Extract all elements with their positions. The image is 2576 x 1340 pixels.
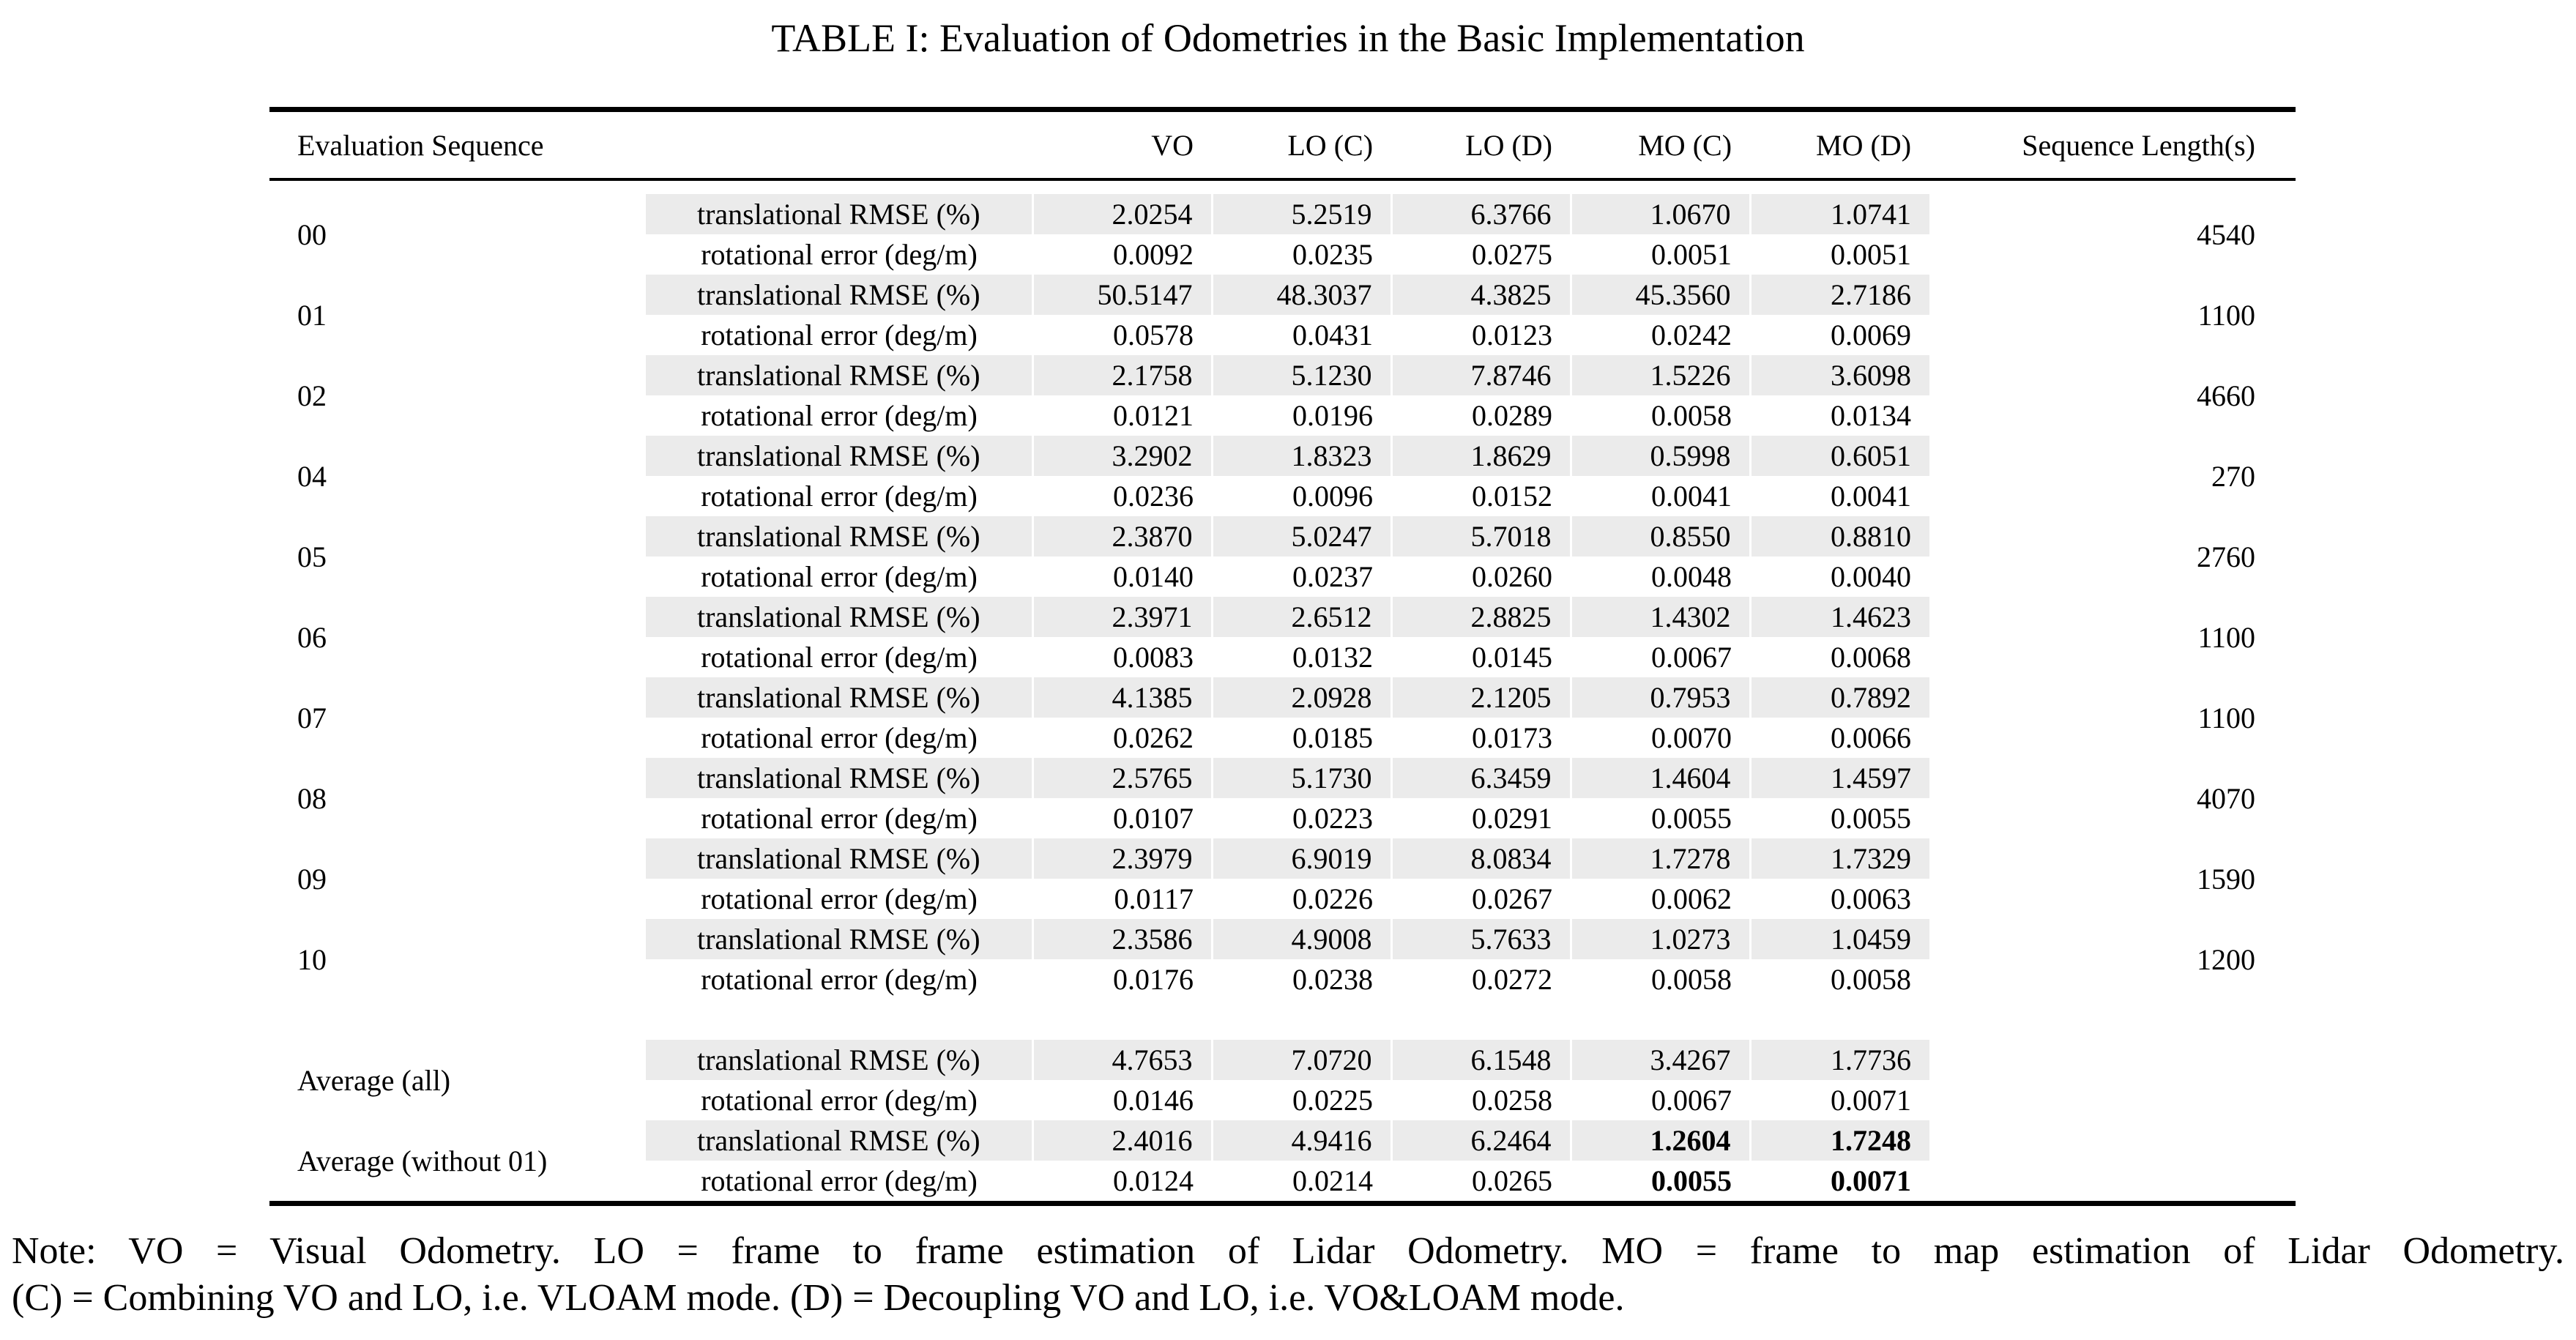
value-cell: 3.2902 [1032, 436, 1212, 476]
length-cell: 2760 [2197, 540, 2256, 573]
value-cell: 0.0146 [1113, 1084, 1194, 1117]
length-cell: 270 [2211, 459, 2256, 493]
row-translational [269, 275, 2296, 315]
row-translational [269, 677, 2296, 718]
value-cell: 7.8746 [1391, 355, 1571, 395]
table-header [269, 110, 2296, 180]
metric-label: rotational error (deg/m) [701, 802, 978, 835]
value-cell: 2.4016 [1032, 1120, 1212, 1161]
value-cell: 0.0238 [1292, 963, 1374, 996]
value-cell: 0.8810 [1750, 516, 1929, 557]
value-cell: 0.0124 [1113, 1164, 1194, 1197]
value-cell: 0.7953 [1571, 677, 1750, 718]
row-translational [269, 838, 2296, 879]
value-cell: 5.1230 [1212, 355, 1391, 395]
column-header-lo-c: LO (C) [1287, 128, 1374, 162]
metric-label: rotational error (deg/m) [701, 1084, 978, 1117]
column-header-lo-d: LO (D) [1465, 128, 1553, 162]
value-cell: 7.0720 [1212, 1040, 1391, 1080]
value-cell: 0.0055 [1831, 802, 1912, 835]
value-cell: 2.6512 [1212, 597, 1391, 637]
value-cell: 0.0070 [1651, 721, 1732, 754]
row-translational [269, 436, 2296, 476]
length-cell: 1200 [2197, 942, 2256, 976]
column-header-sequence-length: Sequence Length(s) [2022, 128, 2256, 162]
value-cell: 0.0140 [1113, 560, 1194, 593]
value-cell: 2.3586 [1032, 919, 1212, 959]
table-note-line2: (C) = Combining VO and LO, i.e. VLOAM mode. (D) = Decoupling VO and LO, i.e. VO&LOAM mode. [12, 1277, 1625, 1319]
value-cell: 0.0242 [1651, 319, 1732, 351]
value-cell: 0.0062 [1651, 882, 1732, 915]
value-cell: 0.0055 [1651, 1164, 1732, 1197]
row-translational [269, 516, 2296, 557]
value-cell: 3.6098 [1750, 355, 1929, 395]
metric-label: rotational error (deg/m) [701, 963, 978, 996]
value-cell: 0.0058 [1651, 963, 1732, 996]
value-cell: 1.8629 [1391, 436, 1571, 476]
value-cell: 0.0262 [1113, 721, 1194, 754]
value-cell: 1.8323 [1212, 436, 1391, 476]
length-cell: 1100 [2197, 298, 2256, 332]
value-cell: 1.0741 [1750, 194, 1929, 234]
metric-label: translational RMSE (%) [646, 275, 1032, 315]
value-cell: 0.0123 [1472, 319, 1553, 351]
value-cell: 1.0459 [1750, 919, 1929, 959]
metric-label: rotational error (deg/m) [701, 560, 978, 593]
value-cell: 5.7633 [1391, 919, 1571, 959]
value-cell: 0.0272 [1472, 963, 1553, 996]
value-cell: 0.0063 [1831, 882, 1912, 915]
value-cell: 0.0041 [1651, 480, 1732, 513]
row-translational [269, 919, 2296, 959]
value-cell: 6.9019 [1212, 838, 1391, 879]
value-cell: 3.4267 [1571, 1040, 1750, 1080]
value-cell: 0.0237 [1292, 560, 1374, 593]
value-cell: 4.9008 [1212, 919, 1391, 959]
value-cell: 0.0132 [1292, 641, 1374, 674]
sequence-cell: 09 [297, 862, 327, 896]
value-cell: 0.0096 [1292, 480, 1374, 513]
value-cell: 1.7329 [1750, 838, 1929, 879]
metric-label: rotational error (deg/m) [701, 721, 978, 754]
value-cell: 0.0068 [1831, 641, 1912, 674]
value-cell: 0.0196 [1292, 399, 1374, 432]
value-cell: 0.0289 [1472, 399, 1553, 432]
value-cell: 1.4604 [1571, 758, 1750, 798]
length-cell: 4070 [2197, 781, 2256, 815]
value-cell: 0.0431 [1292, 319, 1374, 351]
value-cell: 5.7018 [1391, 516, 1571, 557]
value-cell: 5.2519 [1212, 194, 1391, 234]
row-translational [269, 194, 2296, 234]
value-cell: 2.0254 [1032, 194, 1212, 234]
value-cell: 5.0247 [1212, 516, 1391, 557]
value-cell: 4.3825 [1391, 275, 1571, 315]
value-cell: 0.0145 [1472, 641, 1553, 674]
value-cell: 0.0051 [1651, 238, 1732, 271]
metric-label: rotational error (deg/m) [701, 1164, 978, 1197]
value-cell: 0.6051 [1750, 436, 1929, 476]
length-cell: 4660 [2197, 379, 2256, 412]
value-cell: 1.7278 [1571, 838, 1750, 879]
value-cell: 4.1385 [1032, 677, 1212, 718]
value-cell: 2.1758 [1032, 355, 1212, 395]
value-cell: 0.0071 [1831, 1084, 1912, 1117]
length-cell [1929, 1040, 2296, 1120]
value-cell: 0.0176 [1113, 963, 1194, 996]
table-title: TABLE I: Evaluation of Odometries in the Basic Implementation [771, 16, 1805, 60]
sequence-cell: 04 [297, 459, 327, 493]
value-cell: 0.8550 [1571, 516, 1750, 557]
average-spacer-row-cell [269, 1000, 2296, 1040]
sequence-cell: 02 [297, 379, 327, 412]
header-gap-row [269, 179, 2296, 194]
value-cell: 0.0173 [1472, 721, 1553, 754]
value-cell: 2.8825 [1391, 597, 1571, 637]
value-cell: 8.0834 [1391, 838, 1571, 879]
column-header-evaluation-sequence: Evaluation Sequence [297, 128, 544, 162]
value-cell: 4.9416 [1212, 1120, 1391, 1161]
row-translational [269, 1120, 2296, 1161]
value-cell: 0.0040 [1831, 560, 1912, 593]
value-cell: 0.0225 [1292, 1084, 1374, 1117]
table-note [12, 1228, 2564, 1322]
value-cell: 0.0066 [1831, 721, 1912, 754]
value-cell: 0.0051 [1831, 238, 1912, 271]
metric-label: rotational error (deg/m) [701, 238, 978, 271]
length-cell [1929, 1120, 2296, 1204]
value-cell: 0.0236 [1113, 480, 1194, 513]
value-cell: 1.2604 [1571, 1120, 1750, 1161]
value-cell: 0.0067 [1651, 1084, 1732, 1117]
metric-label: rotational error (deg/m) [701, 480, 978, 513]
header-row [269, 110, 2296, 180]
value-cell: 0.0578 [1113, 319, 1194, 351]
value-cell: 1.7736 [1750, 1040, 1929, 1080]
value-cell: 0.0048 [1651, 560, 1732, 593]
value-cell: 1.5226 [1571, 355, 1750, 395]
value-cell: 1.0670 [1571, 194, 1750, 234]
value-cell: 2.1205 [1391, 677, 1571, 718]
value-cell: 0.0041 [1831, 480, 1912, 513]
sequence-cell: 07 [297, 701, 327, 734]
value-cell: 0.0071 [1831, 1164, 1912, 1197]
value-cell: 0.7892 [1750, 677, 1929, 718]
sequence-cell: 00 [297, 217, 327, 251]
sequence-cell: Average (without 01) [297, 1144, 548, 1177]
length-cell: 4540 [2197, 217, 2256, 251]
metric-label: translational RMSE (%) [646, 758, 1032, 798]
value-cell: 2.7186 [1750, 275, 1929, 315]
value-cell: 1.7248 [1750, 1120, 1929, 1161]
value-cell: 2.3971 [1032, 597, 1212, 637]
sequence-cell: 01 [297, 298, 327, 332]
value-cell: 0.0121 [1113, 399, 1194, 432]
header-gap-row-cell [269, 179, 2296, 194]
value-cell: 0.0267 [1472, 882, 1553, 915]
value-cell: 0.0083 [1113, 641, 1194, 674]
value-cell: 2.3870 [1032, 516, 1212, 557]
value-cell: 50.5147 [1032, 275, 1212, 315]
metric-label: translational RMSE (%) [646, 838, 1032, 879]
value-cell: 0.0275 [1472, 238, 1553, 271]
metric-label: translational RMSE (%) [646, 1040, 1032, 1080]
value-cell: 6.3459 [1391, 758, 1571, 798]
sequence-cell: Average (all) [297, 1063, 451, 1097]
metric-label: translational RMSE (%) [646, 919, 1032, 959]
value-cell: 0.0185 [1292, 721, 1374, 754]
value-cell: 1.4623 [1750, 597, 1929, 637]
value-cell: 0.0055 [1651, 802, 1732, 835]
metric-label: translational RMSE (%) [646, 1120, 1032, 1161]
value-cell: 0.0117 [1114, 882, 1194, 915]
length-cell: 1100 [2197, 620, 2256, 654]
length-cell: 1590 [2197, 862, 2256, 896]
value-cell: 0.0214 [1292, 1164, 1374, 1197]
value-cell: 0.0260 [1472, 560, 1553, 593]
table-body [269, 179, 2296, 1204]
table-note-line1: Note: VO = Visual Odometry. LO = frame to frame estimation of Lidar Odometry. MO = frame to map estimation of Lidar Odometry. [12, 1230, 2564, 1272]
row-translational [269, 1040, 2296, 1080]
column-header-vo: VO [1151, 128, 1194, 162]
value-cell: 45.3560 [1571, 275, 1750, 315]
value-cell: 0.0235 [1292, 238, 1374, 271]
value-cell: 48.3037 [1212, 275, 1391, 315]
value-cell: 5.1730 [1212, 758, 1391, 798]
value-cell: 6.3766 [1391, 194, 1571, 234]
value-cell: 0.0092 [1113, 238, 1194, 271]
value-cell: 0.0226 [1292, 882, 1374, 915]
value-cell: 0.0107 [1113, 802, 1194, 835]
value-cell: 1.0273 [1571, 919, 1750, 959]
metric-label: translational RMSE (%) [646, 355, 1032, 395]
value-cell: 0.0223 [1292, 802, 1374, 835]
column-header-mo-c: MO (C) [1638, 128, 1732, 162]
length-cell: 1100 [2197, 701, 2256, 734]
value-cell: 0.0069 [1831, 319, 1912, 351]
metric-label: rotational error (deg/m) [701, 319, 978, 351]
metric-label: translational RMSE (%) [646, 194, 1032, 234]
value-cell: 1.4302 [1571, 597, 1750, 637]
metric-label: rotational error (deg/m) [701, 641, 978, 674]
value-cell: 0.0291 [1472, 802, 1553, 835]
metric-label: translational RMSE (%) [646, 436, 1032, 476]
sequence-cell: 06 [297, 620, 327, 654]
sequence-cell: 10 [297, 942, 327, 976]
value-cell: 0.0258 [1472, 1084, 1553, 1117]
metric-label: translational RMSE (%) [646, 677, 1032, 718]
row-translational [269, 355, 2296, 395]
value-cell: 0.0152 [1472, 480, 1553, 513]
value-cell: 0.5998 [1571, 436, 1750, 476]
sequence-cell: 08 [297, 781, 327, 815]
metric-label: translational RMSE (%) [646, 597, 1032, 637]
row-translational [269, 758, 2296, 798]
value-cell: 1.4597 [1750, 758, 1929, 798]
column-header-mo-d: MO (D) [1816, 128, 1912, 162]
results-table [269, 107, 2296, 1206]
value-cell: 4.7653 [1032, 1040, 1212, 1080]
value-cell: 0.0265 [1472, 1164, 1553, 1197]
sequence-cell: 05 [297, 540, 327, 573]
metric-label: rotational error (deg/m) [701, 399, 978, 432]
value-cell: 2.3979 [1032, 838, 1212, 879]
metric-label: rotational error (deg/m) [701, 882, 978, 915]
value-cell: 6.1548 [1391, 1040, 1571, 1080]
average-spacer-row [269, 1000, 2296, 1040]
value-cell: 0.0058 [1651, 399, 1732, 432]
metric-label: translational RMSE (%) [646, 516, 1032, 557]
value-cell: 0.0134 [1831, 399, 1912, 432]
row-translational [269, 597, 2296, 637]
value-cell: 0.0058 [1831, 963, 1912, 996]
value-cell: 2.5765 [1032, 758, 1212, 798]
value-cell: 2.0928 [1212, 677, 1391, 718]
value-cell: 6.2464 [1391, 1120, 1571, 1161]
value-cell: 0.0067 [1651, 641, 1732, 674]
